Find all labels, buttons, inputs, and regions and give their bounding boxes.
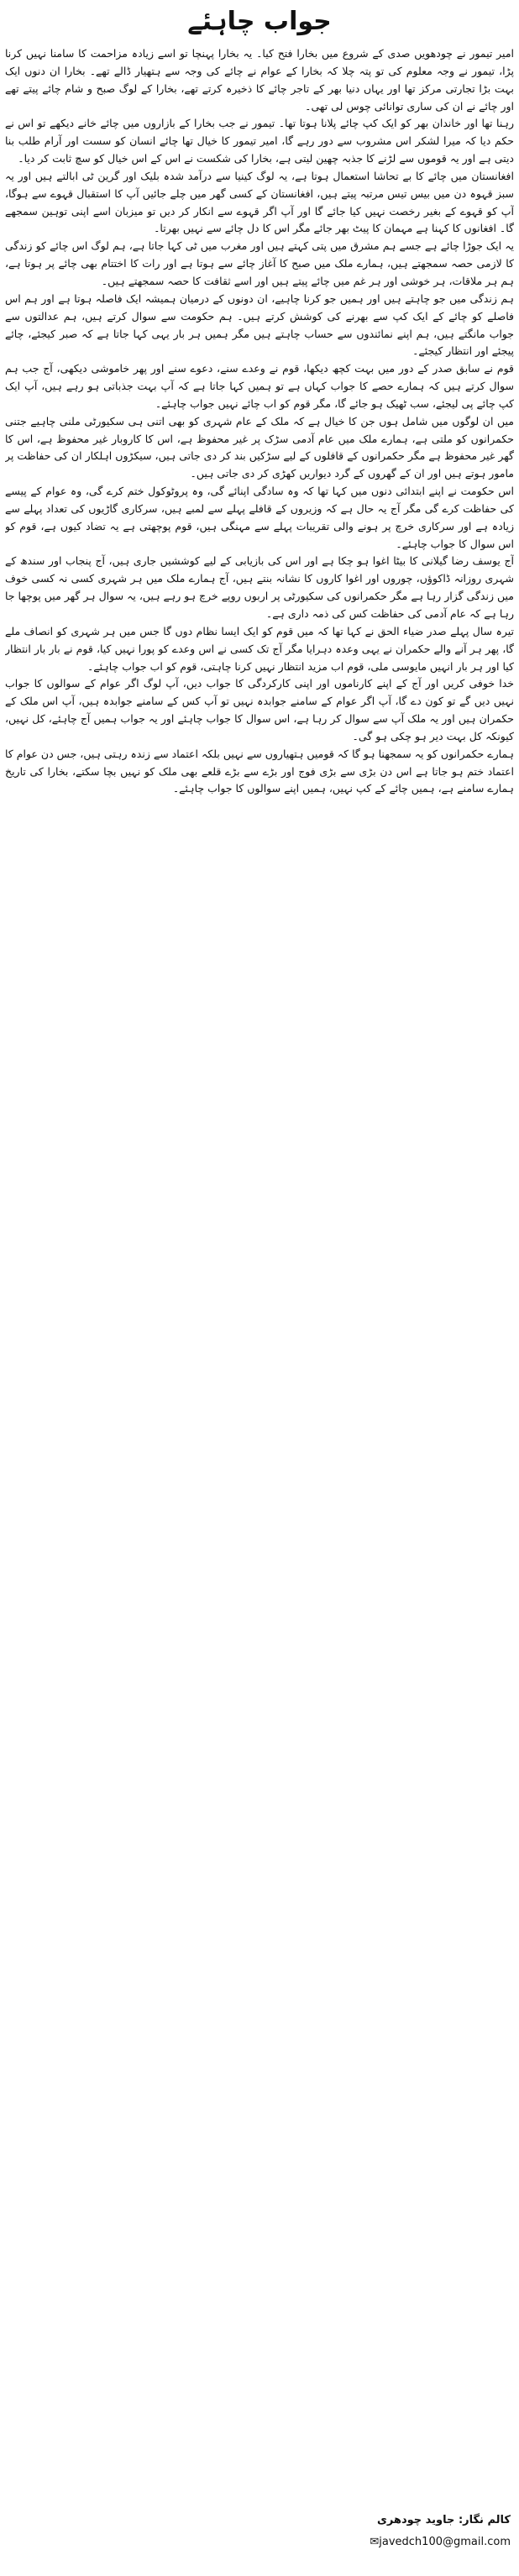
paragraph: میں ان لوگوں میں شامل ہوں جن کا خیال ہے کہ ملک کے عام شہری کو بھی اتنی ہی سکیورٹی ملنی چاہیے جتنی حکمرانوں کو ملتی ہے، ہمارے ملک میں عام آدمی سڑک پر غیر محفوظ ہے، اس کا کاروبار غیر محفوظ ہے، اس کا گھر غیر محفوظ ہے مگر حکمرانوں کے قافلوں کے لیے سڑکیں بند کر دی جاتی ہیں، سیکڑوں اہلکار ان کی حفاظت پر مامور ہوتے ہیں اور ان کے گھروں کے گرد دیواریں کھڑی کر دی جاتی ہیں۔ bbox=[5, 414, 514, 480]
paragraph: یہ ایک جوڑا چائے ہے جسے ہم مشرق میں پتی کہتے ہیں اور مغرب میں ٹی کہا جاتا ہے، ہم لوگ اس چائے کو زندگی کا لازمی حصہ سمجھتے ہیں، ہمارے ملک میں صبح کا آغاز چائے سے ہوتا ہے اور رات کا اختتام بھی چائے پر ہوتا ہے، ہم ہر ملاقات، ہر خوشی اور ہر غم میں چائے پیتے ہیں اور اسے ثقافت کا حصہ سمجھتے ہیں۔ bbox=[5, 239, 514, 287]
paragraph: خدا خوفی کریں اور آج کے اپنے کارناموں اور اپنی کارکردگی کا جواب دیں، آپ لوگ اگر عوام کے سوالوں کا جواب نہیں دیں گے تو کون دے گا، آپ اگر عوام کے سامنے جوابدہ نہیں تو آپ کس کے سامنے جوابدہ ہیں، آپ اس ملک کے حکمران ہیں اور یہ ملک آپ سے سوال کر رہا ہے، اس سوال کا جواب چاہئے اور یہ جواب ہمیں آج چاہئے، کل نہیں، کیونکہ کل بہت دیر ہو چکی ہو گی۔ bbox=[5, 677, 514, 742]
byline bbox=[377, 2511, 511, 2530]
paragraph: قوم نے سابق صدر کے دور میں بہت کچھ دیکھا، قوم نے وعدے سنے، دعوے سنے اور پھر خاموشی دیکھی، آج جب ہم سوال کرتے ہیں کہ ہمارے حصے کا جواب کہاں ہے تو ہمیں کہا جاتا ہے کہ آپ بہت جذباتی ہو رہے ہیں، آپ ایک کپ چائے پی لیجئے، سب ٹھیک ہو جائے گا، مگر قوم کو اب چائے نہیں جواب چاہئے۔ bbox=[5, 362, 514, 410]
paragraph: ہمارے حکمرانوں کو یہ سمجھنا ہو گا کہ قومیں ہتھیاروں سے نہیں بلکہ اعتماد سے زندہ رہتی ہیں، جس دن عوام کا اعتماد ختم ہو جاتا ہے اس دن بڑی سے بڑی فوج اور بڑے سے بڑے قلعے بھی ملک کو نہیں بچا سکتے، بخارا کی تاریخ ہمارے سامنے ہے، ہمیں چائے کے کپ نہیں، ہمیں اپنے سوالوں کا جواب چاہئے۔ bbox=[5, 747, 514, 795]
paragraph: امیر تیمور نے چودھویں صدی کے شروع میں بخارا فتح کیا۔ یہ بخارا پہنچا تو اسے زیادہ مزاحمت کا سامنا نہیں کرنا پڑا، تیمور نے وجہ معلوم کی تو پتہ چلا کہ بخارا کے عوام نے چائے کی وجہ سے ہتھیار ڈالے تھے۔ بخارا ان دنوں ایک بہت بڑا تجارتی مرکز تھا اور یہاں دنیا بھر کے تاجر چائے کا ذخیرہ کرتے تھے، بخارا کے لوگ صبح و شام چائے پیتے تھے اور چائے نے ان کی ساری توانائی چوس لی تھی۔ bbox=[5, 47, 514, 113]
paragraph: اس حکومت نے اپنے ابتدائی دنوں میں کہا تھا کہ وہ سادگی اپنائے گی، وہ پروٹوکول ختم کرے گی، وہ عوام کے پیسے کی حفاظت کرے گی مگر آج یہ حال ہے کہ وزیروں کے قافلے پہلے سے لمبے ہیں، سرکاری گاڑیوں کی تعداد پہلے سے زیادہ ہے اور سرکاری خرچ پر ہونے والی تقریبات پہلے سے مہنگی ہیں، قوم پوچھتی ہے یہ تضاد کیوں ہے، قوم کو اس سوال کا جواب چاہئے۔ bbox=[5, 485, 514, 550]
paragraph: تیرہ سال پہلے صدر ضیاء الحق نے کہا تھا کہ میں قوم کو ایک ایسا نظام دوں گا جس میں ہر شہری کو انصاف ملے گا، پھر ہر آنے والے حکمران نے یہی وعدہ دہرایا مگر آج تک کسی نے اس وعدے کو پورا نہیں کیا، قوم نے بار بار انتظار کیا اور ہر بار انہیں مایوسی ملی، قوم اب مزید انتظار نہیں کرنا چاہتی، قوم کو اب جواب چاہئے۔ bbox=[5, 624, 514, 673]
paragraph: افغانستان میں چائے کا بے تحاشا استعمال ہوتا ہے، یہ لوگ کینیا سے درآمد شدہ بلیک اور گرین ٹی ابالتے ہیں اور یہ سبز قہوہ دن میں بیس تیس مرتبہ پیتے ہیں، افغانستان کے کسی گھر میں چلے جائیں آپ کا استقبال قہوے سے ہوگا، آپ کو قہوے کے بغیر رخصت نہیں کیا جائے گا اور آپ اگر قہوے سے انکار کر دیں تو میزبان اسے اپنی توہین سمجھے گا۔ افغانوں کا کہنا ہے مہمان کا پیٹ بھر جائے مگر اس کا دل چائے سے نہیں بھرتا۔ bbox=[5, 169, 514, 235]
paragraph: ہم زندگی میں جو چاہتے ہیں اور ہمیں جو کرنا چاہیے، ان دونوں کے درمیان ہمیشہ ایک فاصلہ ہوتا ہے اور ہم اس فاصلے کو چائے کے ایک کپ سے بھرنے کی کوشش کرتے ہیں۔ ہم حکومت سے سوال کرتے ہیں، ہم عدالتوں سے جواب مانگتے ہیں، ہم اپنے نمائندوں سے حساب چاہتے ہیں مگر ہمیں ہر بار یہی کہا جاتا ہے کہ صبر کیجئے، چائے پیجئے اور انتظار کیجئے۔ bbox=[5, 291, 514, 358]
paragraph: رہنا تھا اور خاندان بھر کو ایک کپ چائے پلانا ہوتا تھا۔ تیمور نے جب بخارا کے بازاروں میں چائے خانے دیکھے تو اس نے حکم دیا کہ میرا لشکر اس مشروب سے دور رہے گا، امیر تیمور کا خیال تھا چائے انسان کو سست اور آرام طلب بنا دیتی ہے اور یہ قوموں سے لڑنے کا جذبہ چھین لیتی ہے، بخارا کی شکست نے اس کے اس خیال کو سچ ثابت کر دیا۔ bbox=[5, 117, 514, 165]
article-body bbox=[5, 45, 514, 2498]
byline-label: کالم نگار: bbox=[458, 2514, 511, 2526]
paragraph: آج یوسف رضا گیلانی کا بیٹا اغوا ہو چکا ہے اور اس کی بازیابی کے لیے کوششیں جاری ہیں، آج پنجاب اور سندھ کے شہری روزانہ ڈاکوؤں، چوروں اور اغوا کاروں کا نشانہ بنتے ہیں، آج ہمارے ملک میں ہر شہری کسی نہ کسی خوف میں زندگی گزار رہا ہے مگر حکمرانوں کی سکیورٹی پر اربوں روپے خرچ ہو رہے ہیں، یہ سوال ہر گھر میں پوچھا جا رہا ہے کہ عام آدمی کی حفاظت کس کی ذمہ داری ہے۔ bbox=[5, 554, 514, 620]
byline-author: جاوید چودھری bbox=[376, 2514, 455, 2526]
article-headline: جواب چاہئے bbox=[187, 7, 332, 36]
author-email[interactable] bbox=[367, 2533, 511, 2552]
email-address[interactable]: javedch100@gmail.com bbox=[379, 2536, 511, 2548]
email-icon: ✉ bbox=[370, 2536, 380, 2548]
